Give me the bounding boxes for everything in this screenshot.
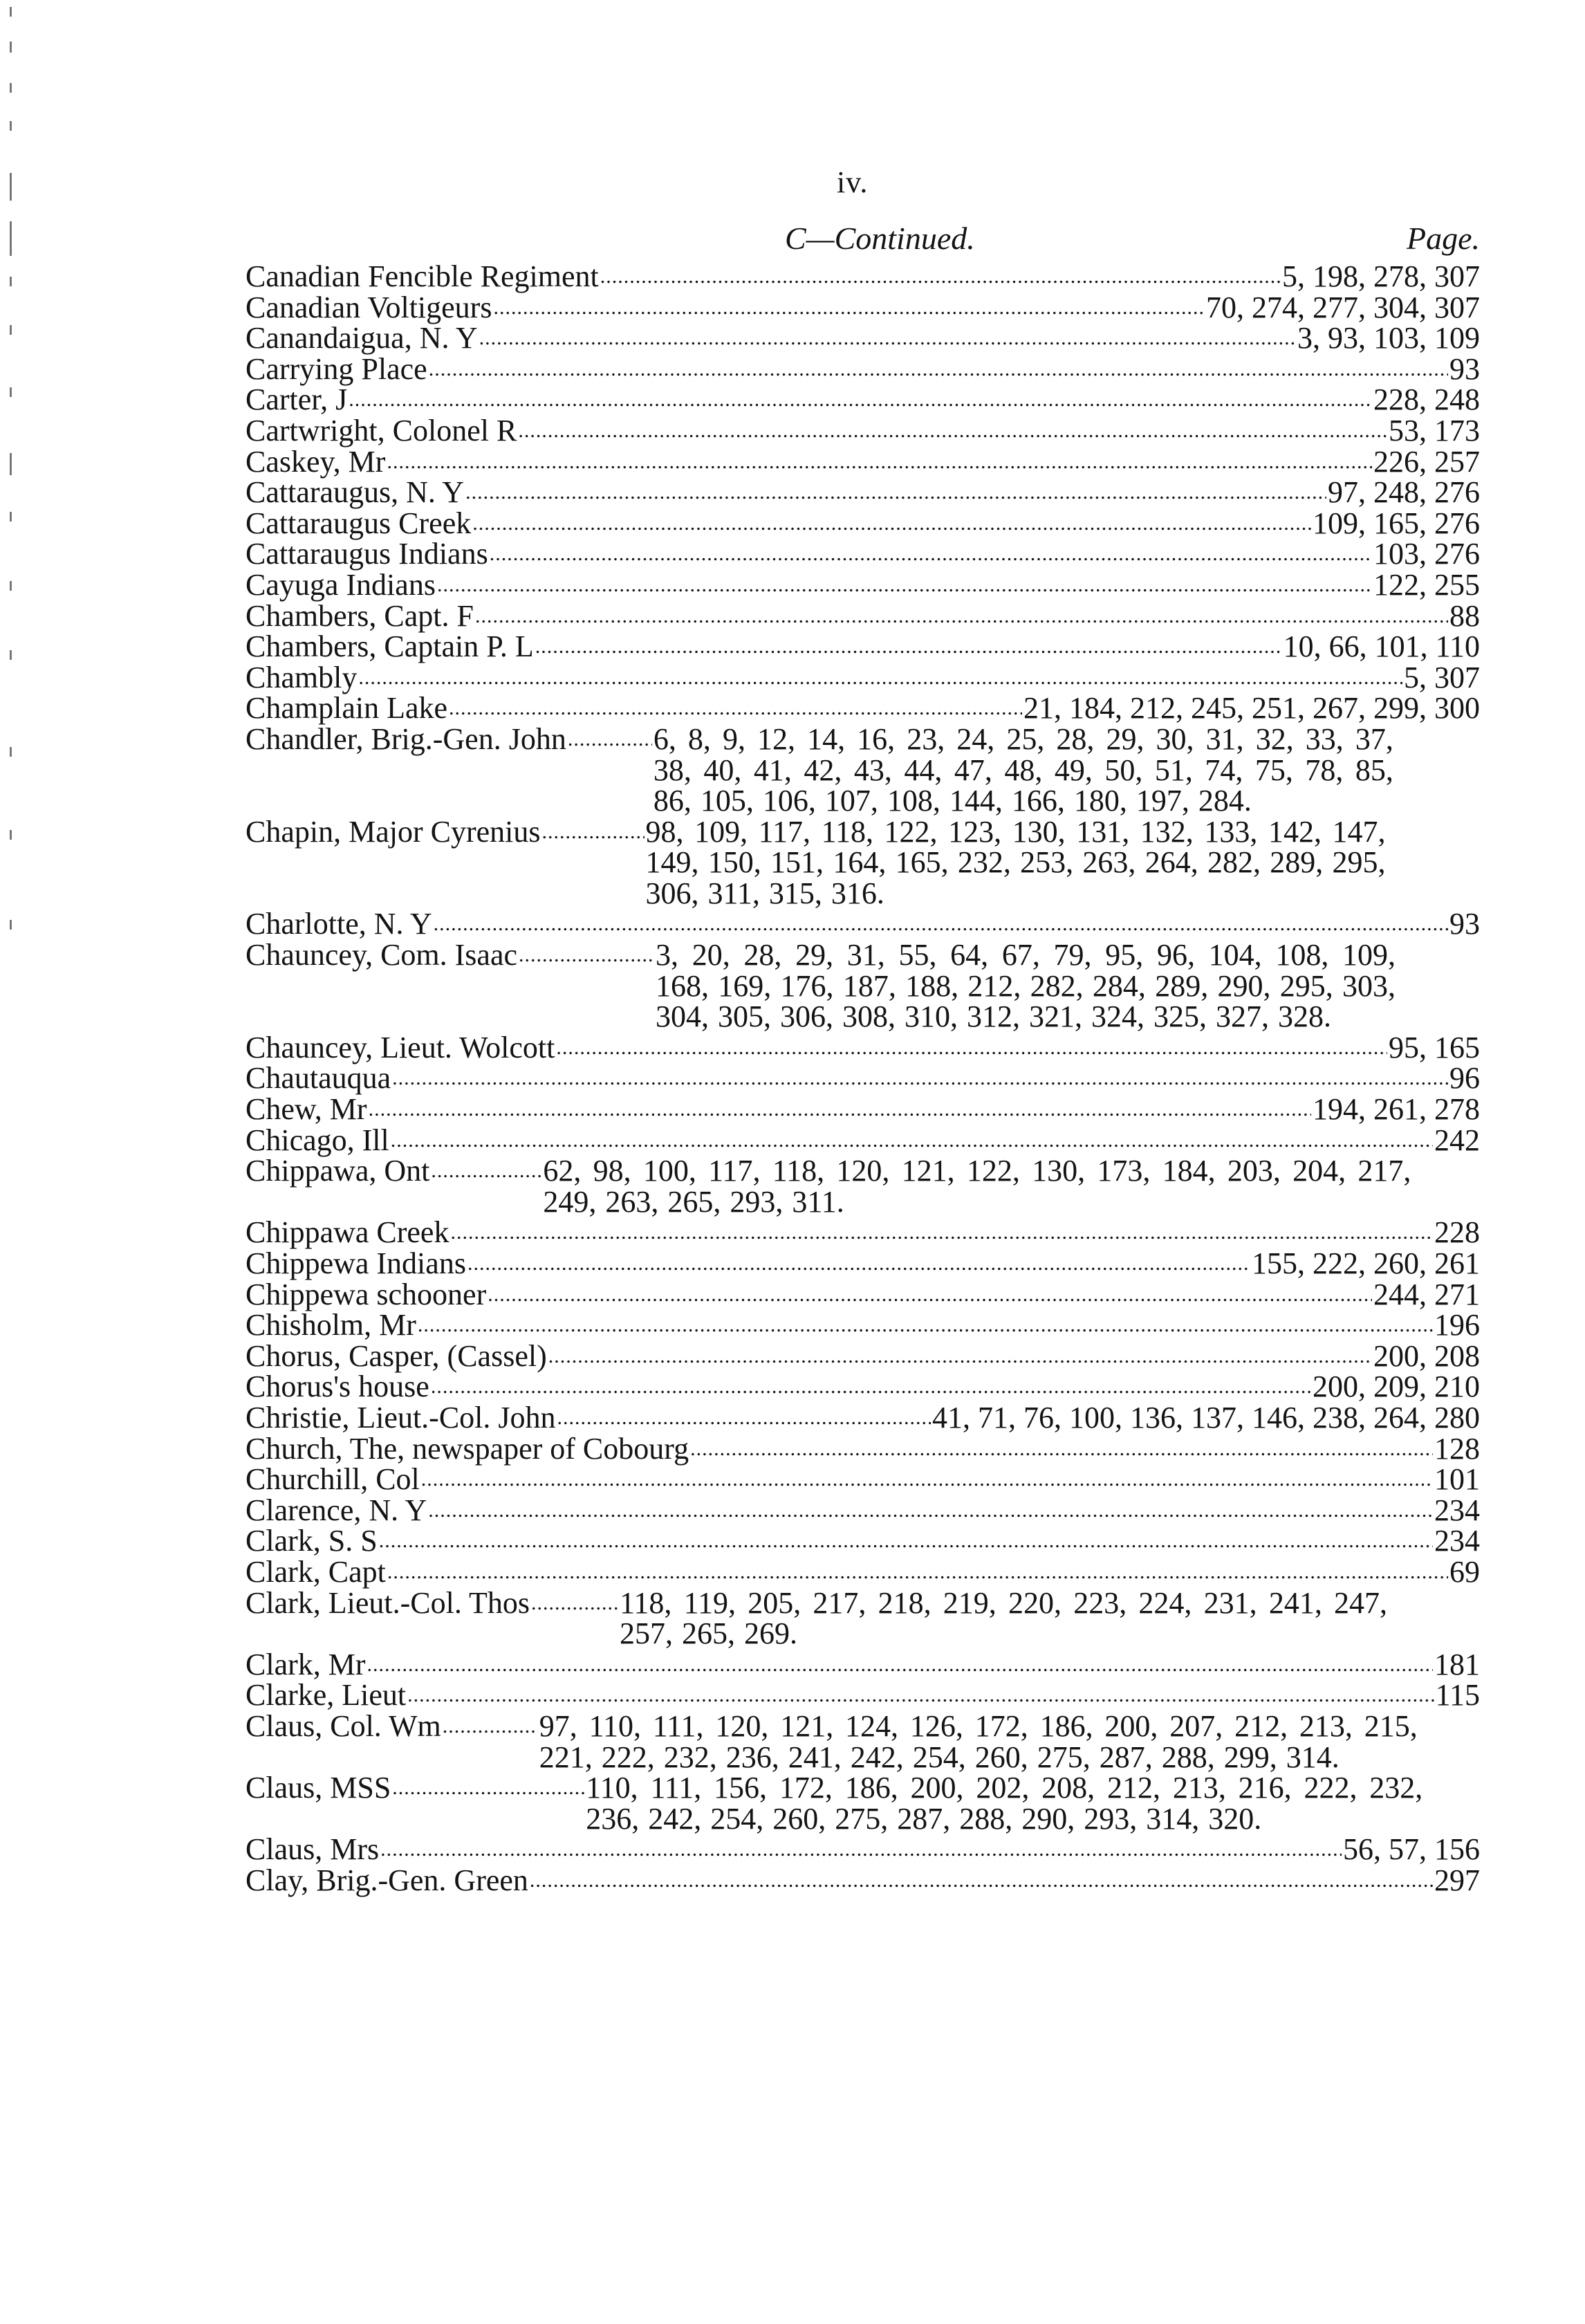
index-entry [245,539,1480,570]
index-entry [245,1248,1480,1280]
dot-leader [475,601,1448,632]
entry-pages: 118, 119, 205, 217, 218, 219, 220, 223, 224, 231, 241, 247, 257, 265, 269. [620,1585,1388,1651]
index-entry [245,1094,1480,1125]
entry-pages: 56, 57, 156 [1343,1832,1480,1867]
dot-leader [367,1650,1433,1681]
entry-name: Clark, Lieut.-Col. Thos [245,1585,530,1620]
entry-pages: 181 [1434,1647,1480,1681]
dot-leader [421,1464,1433,1495]
entry-pages: 5, 198, 278, 307 [1282,259,1480,293]
entry-pages: 41, 71, 76, 100, 136, 137, 146, 238, 264, 280 [932,1400,1480,1435]
index-entry [245,1372,1480,1403]
index-entry [245,721,1480,818]
entry-name: Carter, J [245,382,348,417]
index-entry [245,631,1480,663]
index-entry [245,1647,1480,1681]
dot-leader [418,1310,1433,1341]
entry-pages: 6, 8, 9, 12, 14, 16, 23, 24, 25, 28, 29, 30, 31, 32, 33, 37, 38, 40, 41, 42, 43, 44, 47, 48, 49, 50, 51, 74, 75, 78, 85, 86, 105, 106, 107, 108, 144, 166, 180, 197, 284. [653,721,1393,818]
entry-name: Charlotte, N. Y [245,907,432,941]
dot-leader [530,1865,1433,1897]
entry-pages: 194, 261, 278 [1313,1092,1480,1127]
index-entry [245,814,1480,910]
index-entry [245,660,1480,694]
dot-leader [392,1773,584,1804]
entry-name: Chippawa Creek [245,1215,449,1250]
index-entry [245,1156,1480,1217]
entry-pages: 3, 20, 28, 29, 31, 55, 64, 67, 79, 95, 96, 104, 108, 109, 168, 169, 176, 187, 188, 212, 282, 284, 289, 290, 295, 303, 304, 305, 306, 308, 310, 312, 321, 324, 325, 327, 328. [656,938,1396,1034]
dot-leader [434,909,1448,940]
dot-leader [443,1711,538,1742]
index-entry [245,1773,1480,1834]
dot-leader [690,1434,1433,1465]
index-entry [245,1834,1480,1865]
entry-name: Chisholm, Mr [245,1308,416,1343]
dot-leader [450,1217,1433,1248]
dot-leader [392,1063,1448,1094]
entry-name: Cattaraugus Indians [245,537,488,571]
entry-pages: 53, 173 [1389,413,1480,448]
index-entry [245,261,1480,293]
section-heading: C—Continued. [785,221,975,256]
entry-name: Chorus's house [245,1370,429,1404]
entry-name: Chambers, Captain P. L [245,629,534,664]
entry-pages: 10, 66, 101, 110 [1283,629,1480,664]
dot-leader [557,1403,931,1434]
scan-margin-marks [4,0,25,968]
entry-pages: 93 [1449,351,1480,386]
entry-pages: 95, 165 [1389,1030,1480,1064]
dot-leader [428,1495,1433,1527]
index-entry [245,413,1480,448]
entry-name: Caskey, Mr [245,444,386,479]
entry-pages: 244, 271 [1373,1277,1480,1311]
entry-pages: 228 [1434,1215,1480,1250]
index-entry [245,1865,1480,1897]
entry-pages: 97, 248, 276 [1328,475,1480,510]
index-entry [245,323,1480,354]
index-entry [245,1063,1480,1094]
section-heading-row [245,220,1480,261]
entry-name: Clark, S. S [245,1524,378,1558]
dot-leader [519,940,654,971]
index-entry [245,909,1480,940]
entry-pages: 93 [1449,907,1480,941]
entry-name: Chapin, Major Cyrenius [245,814,541,849]
entry-pages: 96 [1449,1061,1480,1096]
index-entry [245,1708,1480,1774]
entry-pages: 122, 255 [1373,567,1480,602]
entry-name: Cartwright, Colonel R [245,413,517,448]
dot-leader [380,1834,1342,1865]
dot-leader [535,631,1282,663]
entry-pages: 98, 109, 117, 118, 122, 123, 130, 131, 132, 133, 142, 147, 149, 150, 151, 164, 165, 232, 253, 263, 264, 282, 289, 295, 306, 311, 315, 316. [645,814,1386,910]
dot-leader [431,1156,541,1187]
entry-name: Christie, Lieut.-Col. John [245,1400,556,1435]
entry-pages: 297 [1434,1863,1480,1897]
entry-pages: 196 [1434,1308,1480,1343]
entry-pages: 128 [1434,1431,1480,1466]
entry-name: Clarence, N. Y [245,1493,427,1527]
entry-pages: 3, 93, 103, 109 [1297,321,1480,356]
entry-pages: 88 [1449,598,1480,633]
entry-pages: 228, 248 [1373,382,1480,417]
entry-pages: 69 [1449,1554,1480,1589]
entry-name: Chandler, Brig.-Gen. John [245,721,566,756]
index-entry [245,940,1480,1033]
entry-name: Claus, Mrs [245,1832,380,1867]
dot-leader [349,385,1372,416]
dot-leader [431,1372,1311,1403]
entry-pages: 21, 184, 212, 245, 251, 267, 299, 300 [1023,691,1480,726]
entry-pages: 234 [1434,1524,1480,1558]
entry-name: Cattaraugus Creek [245,506,472,540]
page-number: iv. [837,165,869,199]
index-entry [245,382,1480,417]
dot-leader [600,261,1281,293]
dot-leader [391,1125,1433,1156]
dot-leader [449,693,1022,724]
dot-leader [467,1248,1250,1280]
entry-pages: 62, 98, 100, 117, 118, 120, 121, 122, 130, 173, 184, 203, 204, 217, 249, 263, 265, 293, 311. [543,1154,1411,1219]
dot-leader [531,1588,618,1619]
index-entry [245,477,1480,508]
entry-pages: 101 [1434,1462,1480,1497]
entry-pages: 200, 208 [1373,1338,1480,1373]
entry-name: Chauncey, Lieut. Wolcott [245,1030,555,1064]
page-column-label: Page. [1406,221,1480,256]
dot-leader [379,1526,1433,1557]
entry-name: Canadian Voltigeurs [245,290,492,324]
entry-pages: 97, 110, 111, 120, 121, 124, 126, 172, 186, 200, 207, 212, 213, 215, 221, 222, 232, 236, 241, 242, 254, 260, 275, 287, 288, 299, 314. [539,1708,1418,1774]
entry-name: Claus, MSS [245,1771,391,1805]
dot-leader [488,1280,1372,1311]
entry-pages: 226, 257 [1373,444,1480,479]
dot-leader [493,293,1205,324]
entry-name: Champlain Lake [245,691,448,726]
entry-name: Canadian Fencible Regiment [245,259,599,293]
entry-name: Chorus, Casper, (Cassel) [245,1338,547,1373]
index-entry [245,1030,1480,1064]
dot-leader [387,1557,1448,1588]
entry-pages: 103, 276 [1373,537,1480,571]
dot-leader [358,663,1402,694]
entry-name: Clarke, Lieut [245,1678,407,1713]
entry-name: Clark, Mr [245,1647,366,1681]
entry-name: Chippawa, Ont [245,1154,430,1188]
entry-pages: 200, 209, 210 [1313,1370,1480,1404]
dot-leader [472,508,1311,540]
index-entry [245,508,1480,540]
dot-leader [437,570,1372,601]
index-entry [245,598,1480,633]
index-entry [245,1338,1480,1373]
entry-pages: 155, 222, 260, 261 [1252,1246,1480,1280]
dot-leader [479,323,1296,354]
dot-leader [490,539,1372,570]
index-entry [245,1680,1480,1711]
entry-pages: 70, 274, 277, 304, 307 [1206,290,1480,324]
entry-name: Chauncey, Com. Isaac [245,938,518,972]
dot-leader [548,1341,1372,1372]
entry-pages: 234 [1434,1493,1480,1527]
dot-leader [556,1033,1387,1064]
index-entry [245,290,1480,324]
entry-name: Church, The, newspaper of Cobourg [245,1431,689,1466]
entry-name: Clark, Capt [245,1554,386,1589]
dot-leader [429,354,1448,385]
index-entry [245,1125,1480,1156]
entry-name: Clay, Brig.-Gen. Green [245,1863,528,1897]
dot-leader [465,477,1326,508]
index-entry [245,1400,1480,1435]
index-entry [245,1277,1480,1311]
entry-pages: 115 [1435,1678,1480,1713]
dot-leader [542,817,645,848]
entry-name: Chambers, Capt. F [245,598,474,633]
entry-name: Cattaraugus, N. Y [245,475,465,510]
index-entries [245,261,1480,1896]
dot-leader [369,1094,1311,1125]
entry-name: Chautauqua [245,1061,391,1096]
index-entry [245,567,1480,602]
entry-pages: 242 [1434,1123,1480,1157]
dot-leader [407,1680,1434,1711]
entry-name: Chippewa Indians [245,1246,466,1280]
entry-name: Carrying Place [245,351,427,386]
entry-pages: 110, 111, 156, 172, 186, 200, 202, 208, 212, 213, 216, 222, 232, 236, 242, 254, 260, 275, 287, 288, 290, 293, 314, 320. [586,1771,1423,1836]
entry-name: Churchill, Col [245,1462,420,1497]
index-entry [245,693,1480,724]
dot-leader [387,447,1372,478]
index-entry [245,1431,1480,1466]
entry-name: Canandaigua, N. Y [245,321,478,356]
entry-name: Chambly [245,660,358,694]
entry-pages: 5, 307 [1404,660,1480,694]
entry-name: Chicago, Ill [245,1123,389,1157]
index-entry [245,1495,1480,1527]
entry-pages: 109, 165, 276 [1313,506,1480,540]
entry-name: Chippewa schooner [245,1277,487,1311]
dot-leader [518,416,1387,447]
entry-name: Chew, Mr [245,1092,367,1127]
index-entry [245,351,1480,386]
index-entry [245,1464,1480,1495]
index-entry [245,1554,1480,1589]
entry-name: Cayuga Indians [245,567,436,602]
entry-name: Claus, Col. Wm [245,1708,441,1743]
index-entry [245,1526,1480,1557]
index-entry [245,444,1480,479]
index-entry [245,1310,1480,1341]
index-entry [245,1585,1480,1651]
index-entry [245,1217,1480,1248]
dot-leader [568,724,652,755]
